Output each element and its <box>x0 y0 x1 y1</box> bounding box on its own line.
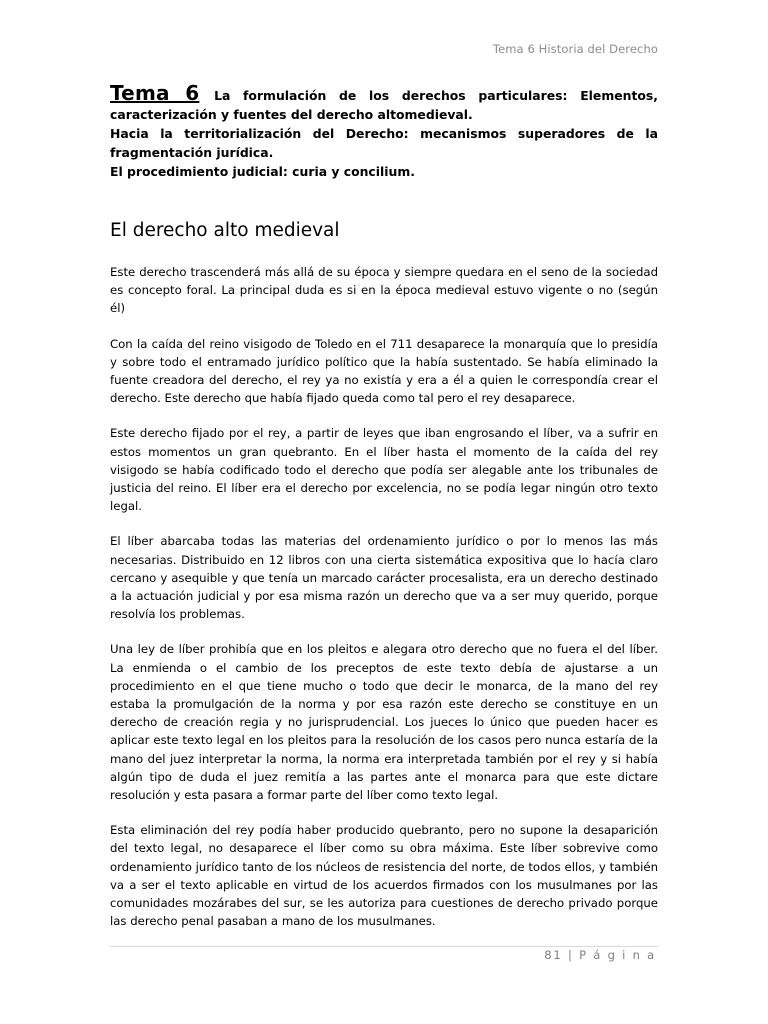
footer-divider <box>110 946 658 947</box>
title-line-1-text: La formulación de los derechos particulares: Elementos, caracterización y fuentes del derecho altomedieval. <box>110 88 658 122</box>
body-paragraph: Este derecho fijado por el rey, a partir de leyes que iban engrosando el líber, va a sufrir en estos momentos un gran quebranto. En el líber hasta el momento de la caída del rey visigodo se había codificado todo el derecho que podía ser alegable ante los tribunales de justicia del reino. El líber era el derecho por excelencia, no se podía legar ningún otro texto legal. <box>110 426 658 514</box>
body-paragraph: Con la caída del reino visigodo de Toledo en el 711 desaparece la monarquía que lo presidía y sobre todo el entramado jurídico político que la había sustentado. Se había eliminado la fuente creadora del derecho, el rey ya no existía y era a él a quien le correspondía crear el derecho. Este derecho que había fijado queda como tal pero el rey desaparece. <box>110 336 658 406</box>
body-paragraph: Este derecho trascenderá más allá de su época y siempre quedara en el seno de la sociedad es concepto foral. La principal duda es si en la época medieval estuvo vigente o no (según él) <box>110 265 658 316</box>
title-line-1 <box>110 81 658 124</box>
chapter-label: Tema 6 <box>110 81 200 105</box>
chapter-title-block <box>110 81 658 181</box>
page-content <box>110 81 658 948</box>
title-line-2: Hacia la territorialización del Derecho: mecanismos superadores de la fragmentación jurídica. <box>110 126 658 160</box>
title-line-3: El procedimiento judicial: curia y concilium. <box>110 164 415 179</box>
page-number: 81 | P á g i n a <box>544 948 656 962</box>
section-heading: El derecho alto medieval <box>110 220 340 241</box>
body-paragraph: El líber abarcaba todas las materias del ordenamiento jurídico o por lo menos las más necesarias. Distribuido en 12 libros con una cierta sistemática expositiva que lo hacía claro cercano y asequible y que tenía un marcado carácter procesalista, era un derecho destinado a la actuación judicial y por esa misma razón un derecho que va a ser muy querido, porque resolvía los problemas. <box>110 534 658 622</box>
body-paragraph: Esta eliminación del rey podía haber producido quebranto, pero no supone la desaparición del texto legal, no desaparece el líber como su obra máxima. Este líber sobrevive como ordenamiento jurídico tanto de los núcleos de resistencia del norte, de todos ellos, y también va a ser el texto aplicable en virtud de los acuerdos firmados con los musulmanes por las comunidades mozárabes del sur, se les autoriza para cuestiones de derecho privado porque las derecho penal pasaban a mano de los musulmanes. <box>110 823 658 929</box>
body-paragraph: Una ley de líber prohibía que en los pleitos e alegara otro derecho que no fuera el del líber. La enmienda o el cambio de los preceptos de este texto debía de ajustarse a un procedimiento en el que tiene mucho o todo que decir le monarca, de la mano del rey estaba la promulgación de la norma y por esa razón este derecho se constituye en un derecho de creación regia y no jurisprudencial. Los jueces lo único que pueden hacer es aplicar este texto legal en los pleitos para la resolución de los casos pero nunca estaría de la mano del juez interpretar la norma, la norma era interpretada también por el rey y si había algún tipo de duda el juez remitía a las partes ante el monarca para que este dictare resolución y esta pasara a formar parte del líber como texto legal. <box>110 642 658 803</box>
running-header: Tema 6 Historia del Derecho <box>492 42 658 56</box>
